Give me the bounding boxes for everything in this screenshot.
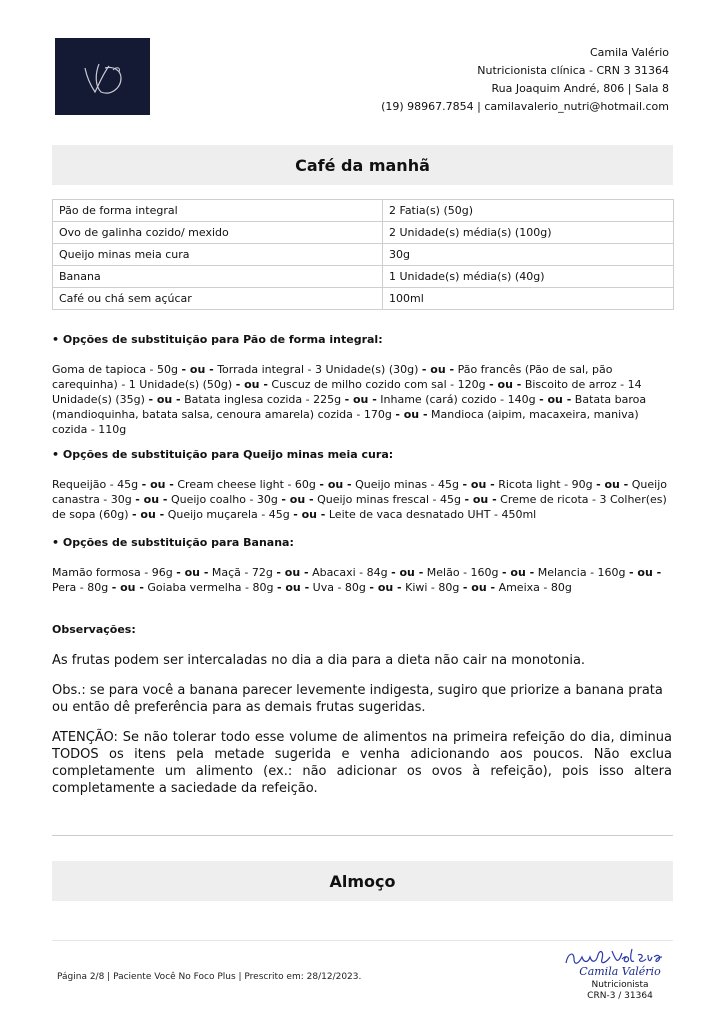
food-name: Banana: [53, 266, 383, 288]
or-separator: - ou -: [502, 566, 535, 579]
substitution-option: Batata inglesa cozida - 225g: [184, 393, 342, 406]
substitution-option: Torrada integral - 3 Unidade(s) (30g): [217, 363, 419, 376]
food-name: Ovo de galinha cozido/ mexido: [53, 222, 383, 244]
substitution-option: Goiaba vermelha - 80g: [147, 581, 274, 594]
or-separator: - ou -: [421, 363, 455, 376]
or-separator: - ou -: [141, 478, 174, 491]
or-separator: - ou -: [276, 581, 310, 594]
substitution-option: Leite de vaca desnatado UHT - 450ml: [328, 508, 537, 521]
food-name: Queijo minas meia cura: [53, 244, 383, 266]
substitution-block-pao: [52, 332, 672, 437]
or-separator: - ou -: [539, 393, 572, 406]
food-quantity: 30g: [383, 244, 674, 266]
substitution-option: Mandioca (aipim, macaxeira, maniva) cozida - 110g: [52, 408, 639, 436]
substitution-option: Batata baroa (mandioquinha, batata salsa, cenoura amarela) cozida - 170g: [52, 393, 647, 421]
substitution-option: Queijo canastra - 30g: [52, 478, 667, 506]
or-separator: - ou -: [293, 508, 326, 521]
breakfast-food-table: [52, 199, 674, 310]
vd-monogram-logo: [55, 38, 150, 115]
or-separator: - ou -: [462, 581, 496, 594]
substitution-option: Queijo minas frescal - 45g: [317, 493, 461, 506]
table-row: [53, 200, 674, 222]
substitution-option: Mamão formosa - 96g: [52, 566, 173, 579]
food-name: Café ou chá sem açúcar: [53, 288, 383, 310]
substitution-option: Cuscuz de milho cozido com sal - 120g: [271, 378, 486, 391]
substitution-option: Queijo coalho - 30g: [170, 493, 278, 506]
substitution-option: Cream cheese light - 60g: [177, 478, 316, 491]
substitution-heading: • Opções de substituição para Queijo minas meia cura:: [52, 448, 394, 461]
or-separator: - ou -: [111, 581, 144, 594]
section-divider: [52, 835, 673, 836]
substitution-option: Ameixa - 80g: [498, 581, 572, 594]
substitution-heading: • Opções de substituição para Pão de forma integral:: [52, 333, 383, 346]
professional-title: Nutricionista clínica - CRN 3 31364: [477, 64, 669, 77]
substitution-block-banana: [52, 535, 672, 595]
or-separator: - ou -: [148, 393, 181, 406]
substitution-options: [52, 565, 672, 595]
or-separator: - ou -: [489, 378, 522, 391]
food-quantity: 100ml: [383, 288, 674, 310]
signature-crn: CRN-3 / 31364: [587, 991, 653, 1001]
observation-paragraph: ATENÇÃO: Se não tolerar todo esse volume de alimentos na primeira refeição do dia, diminua TODOS os itens pela metade sugerida e venha adicionando aos poucos. Não exclua completamente um alimento (ex.: não adicionar os ovos à refeição), pois isso altera completamente a saciedade da refeição.: [52, 730, 672, 796]
observation-paragraph: As frutas podem ser intercaladas no dia a dia para a dieta não cair na monotonia.: [52, 653, 586, 668]
meal-title-lunch: Almoço: [52, 861, 673, 901]
or-separator: - ou -: [319, 478, 352, 491]
signature-role: Nutricionista: [591, 980, 649, 990]
substitution-option: Uva - 80g: [312, 581, 366, 594]
professional-contact-block: [381, 44, 669, 116]
food-quantity: 1 Unidade(s) média(s) (40g): [383, 266, 674, 288]
food-name: Pão de forma integral: [53, 200, 383, 222]
substitution-option: Requeijão - 45g: [52, 478, 139, 491]
substitution-heading: • Opções de substituição para Banana:: [52, 536, 294, 549]
or-separator: - ou -: [135, 493, 168, 506]
substitution-option: Ricota light - 90g: [498, 478, 593, 491]
or-separator: - ou -: [629, 566, 662, 579]
table-row: [53, 266, 674, 288]
substitution-option: Pera - 80g: [52, 581, 109, 594]
or-separator: - ou -: [462, 478, 495, 491]
food-quantity: 2 Unidade(s) média(s) (100g): [383, 222, 674, 244]
or-separator: - ou -: [344, 393, 377, 406]
meal-title-breakfast: Café da manhã: [52, 145, 673, 185]
page-footer: Página 2/8 | Paciente Você No Foco Plus | Prescrito em: 28/12/2023.: [57, 972, 362, 982]
substitution-option: Abacaxi - 84g: [312, 566, 388, 579]
substitution-option: Melancia - 160g: [537, 566, 626, 579]
or-separator: - ou -: [281, 493, 314, 506]
signature-name: Camila Valério: [579, 965, 661, 978]
substitution-option: Maçã - 72g: [211, 566, 273, 579]
or-separator: - ou -: [276, 566, 309, 579]
or-separator: - ou -: [596, 478, 629, 491]
or-separator: - ou -: [369, 581, 402, 594]
or-separator: - ou -: [395, 408, 428, 421]
or-separator: - ou -: [181, 363, 214, 376]
professional-name: Camila Valério: [589, 46, 669, 59]
substitution-option: Melão - 160g: [426, 566, 499, 579]
substitution-options: [52, 477, 672, 522]
observation-paragraph: Obs.: se para você a banana parecer levemente indigesta, sugiro que priorize a banana prata ou então dê preferência para as demais frutas sugeridas.: [52, 683, 663, 715]
signature-stamp: [560, 945, 680, 1005]
substitution-option: Biscoito de arroz - 14 Unidade(s) (35g): [52, 378, 642, 406]
substitution-option: Creme de ricota - 3 Colher(es) de sopa (60g): [52, 493, 667, 521]
substitution-option: Queijo muçarela - 45g: [167, 508, 290, 521]
table-row: [53, 222, 674, 244]
professional-phone-email: (19) 98967.7854 | camilavalerio_nutri@hotmail.com: [381, 100, 669, 113]
or-separator: - ou -: [176, 566, 209, 579]
substitution-option: Queijo minas - 45g: [355, 478, 460, 491]
or-separator: - ou -: [391, 566, 424, 579]
professional-address: Rua Joaquim André, 806 | Sala 8: [491, 82, 669, 95]
substitution-block-queijo: [52, 447, 672, 522]
substitution-options: [52, 362, 672, 437]
or-separator: - ou -: [132, 508, 165, 521]
substitution-option: Kiwi - 80g: [405, 581, 460, 594]
substitution-option: Pão francês (Pão de sal, pão carequinha) - 1 Unidade(s) (50g): [52, 363, 613, 391]
or-separator: - ou -: [464, 493, 497, 506]
food-quantity: 2 Fatia(s) (50g): [383, 200, 674, 222]
table-row: [53, 244, 674, 266]
table-row: [53, 288, 674, 310]
substitution-option: Goma de tapioca - 50g: [52, 363, 179, 376]
observations-title: Observações:: [52, 623, 136, 636]
footer-divider: [52, 940, 673, 941]
substitution-option: Inhame (cará) cozido - 140g: [380, 393, 536, 406]
or-separator: - ou -: [235, 378, 268, 391]
